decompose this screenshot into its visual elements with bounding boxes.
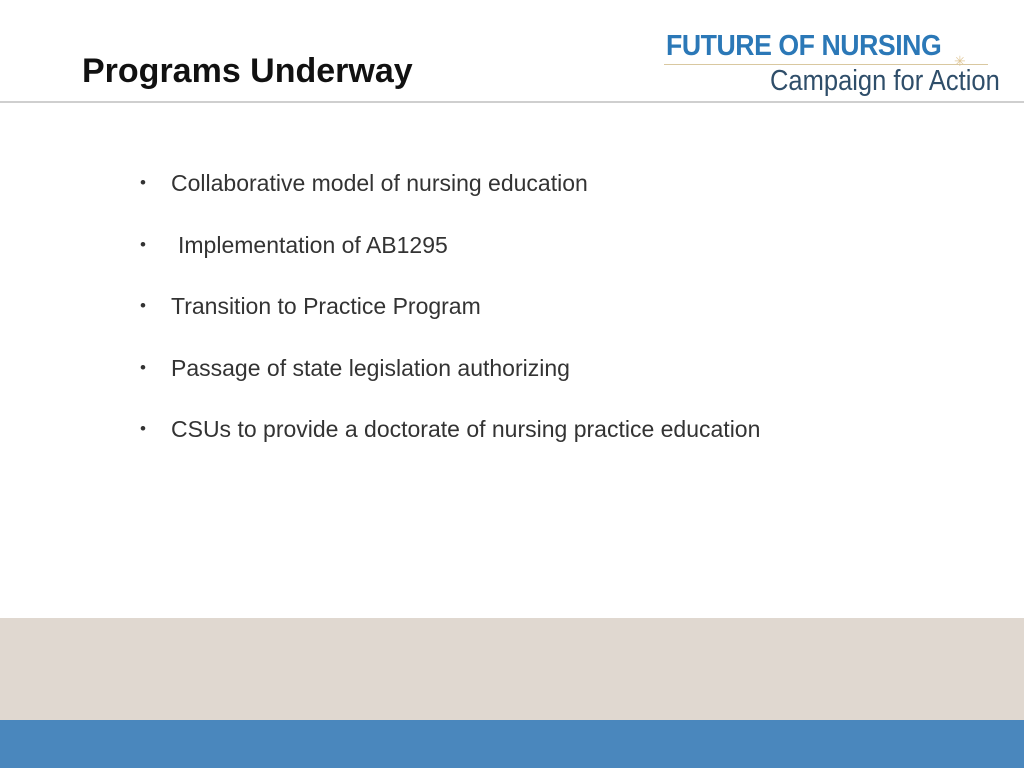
bullet-text: Collaborative model of nursing education — [171, 170, 588, 196]
bullet-text: CSUs to provide a doctorate of nursing practice education — [171, 416, 761, 442]
title-divider — [0, 101, 1024, 103]
footer-band-beige — [0, 618, 1024, 720]
bullet-text: Implementation of AB1295 — [178, 231, 448, 258]
bullet-icon: • — [140, 296, 146, 315]
bullet-icon: • — [140, 357, 146, 377]
bullet-text: Transition to Practice Program — [171, 293, 481, 319]
bullet-text: Passage of state legislation authorizing — [171, 354, 570, 381]
future-of-nursing-logo — [664, 30, 1000, 100]
logo-line-2: Campaign for Action — [770, 65, 1000, 97]
star-icon: ✳ — [954, 53, 966, 69]
slide-title: Programs Underway — [82, 52, 413, 90]
bullet-icon: • — [140, 419, 146, 438]
bullet-icon: • — [140, 173, 146, 192]
logo-line-1: FUTURE OF NURSING — [666, 30, 942, 62]
footer-band-blue — [0, 720, 1024, 768]
bullet-icon: • — [140, 234, 146, 254]
